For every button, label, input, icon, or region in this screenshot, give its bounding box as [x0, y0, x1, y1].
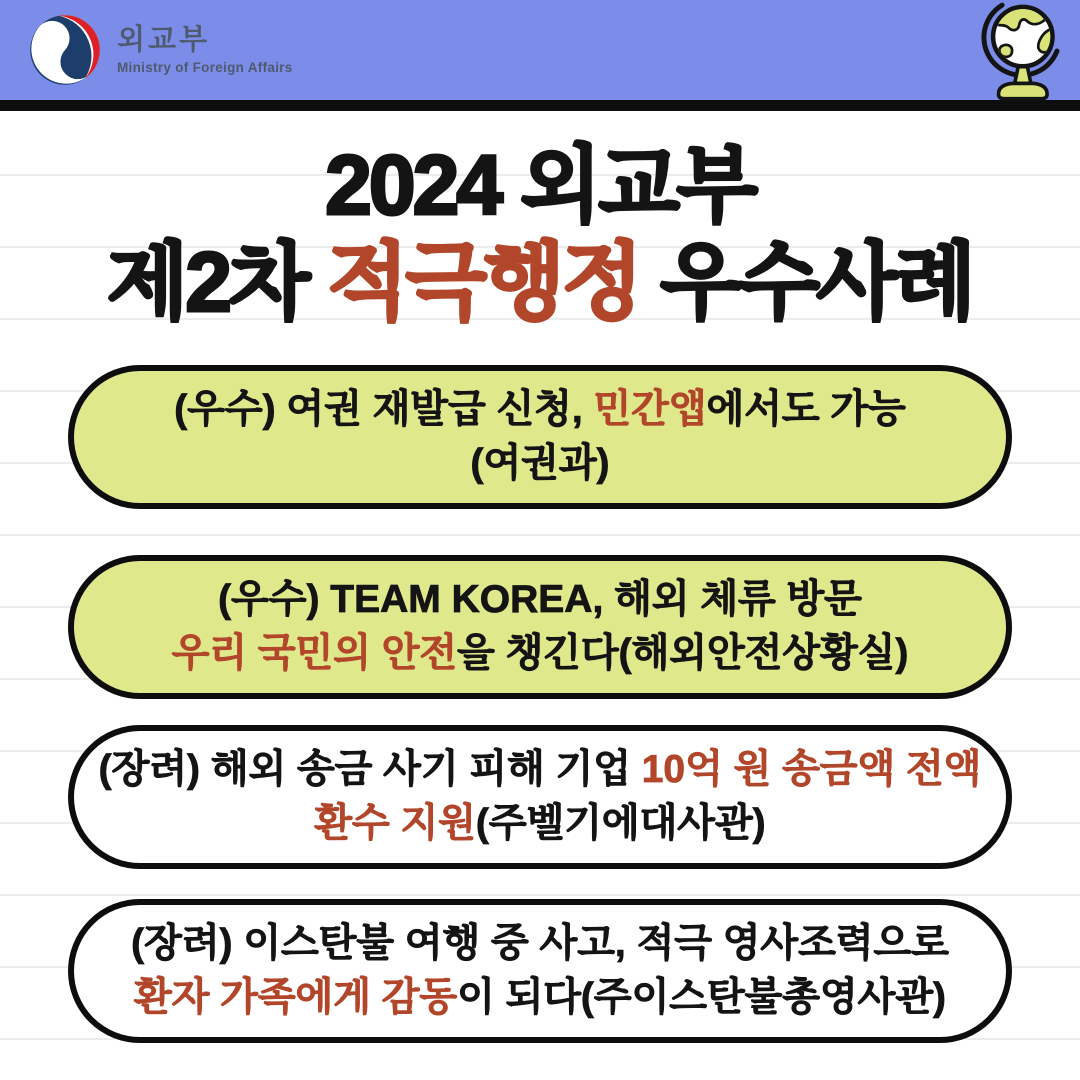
brand-names [117, 25, 293, 75]
card-line [92, 573, 988, 627]
text-segment: 우수사례 [640, 235, 973, 329]
org-name-english: Ministry of Foreign Affairs [117, 59, 293, 75]
text-segment: (장려) 해외 송금 사기 피해 기업 [98, 748, 642, 791]
accent-text-segment: 환자 가족에게 감동 [134, 976, 458, 1019]
accent-text-segment: 적극행정 [327, 235, 640, 329]
text-segment: (우수) TEAM KOREA, 해외 체류 방문 [218, 578, 862, 621]
case-card [68, 899, 1012, 1043]
title-line-2 [0, 234, 1080, 331]
text-segment: 이 되다(주이스탄불총영사관) [457, 976, 946, 1019]
org-name-korean: 외교부 [117, 24, 211, 57]
accent-text-segment: 10억 원 송금액 전액 [641, 748, 982, 791]
card-line [92, 971, 988, 1025]
page-title [0, 137, 1080, 331]
accent-text-segment: 환수 지원 [314, 802, 476, 845]
text-segment: 을 챙긴다(해외안전상황실) [457, 632, 909, 675]
accent-text-segment: 민간앱 [593, 388, 707, 431]
case-card [68, 725, 1012, 869]
text-segment: 제2차 [107, 235, 328, 329]
case-card [68, 365, 1012, 509]
text-segment: (장려) 이스탄불 여행 중 사고, 적극 영사조력으로 [131, 922, 949, 965]
content-area [0, 111, 1080, 1069]
accent-text-segment: 우리 국민의 안전 [171, 632, 458, 675]
title-line-1: 2024 외교부 [325, 138, 755, 232]
card-line [92, 917, 988, 971]
card-line [92, 627, 988, 681]
header-bar [0, 0, 1080, 111]
case-card-list [68, 365, 1012, 1043]
text-segment: (주벨기에대사관) [475, 802, 766, 845]
globe-icon [976, 0, 1066, 102]
mofa-emblem-icon [28, 13, 102, 87]
text-segment: (우수) 여권 재발급 신청, [174, 388, 594, 431]
case-card [68, 555, 1012, 699]
text-segment: 에서도 가능 [706, 388, 906, 431]
text-segment: (여권과) [470, 442, 610, 485]
mofa-brand [28, 13, 293, 87]
card-line [92, 383, 988, 437]
card-line [92, 743, 988, 797]
card-line [92, 797, 988, 851]
card-line [92, 437, 988, 491]
